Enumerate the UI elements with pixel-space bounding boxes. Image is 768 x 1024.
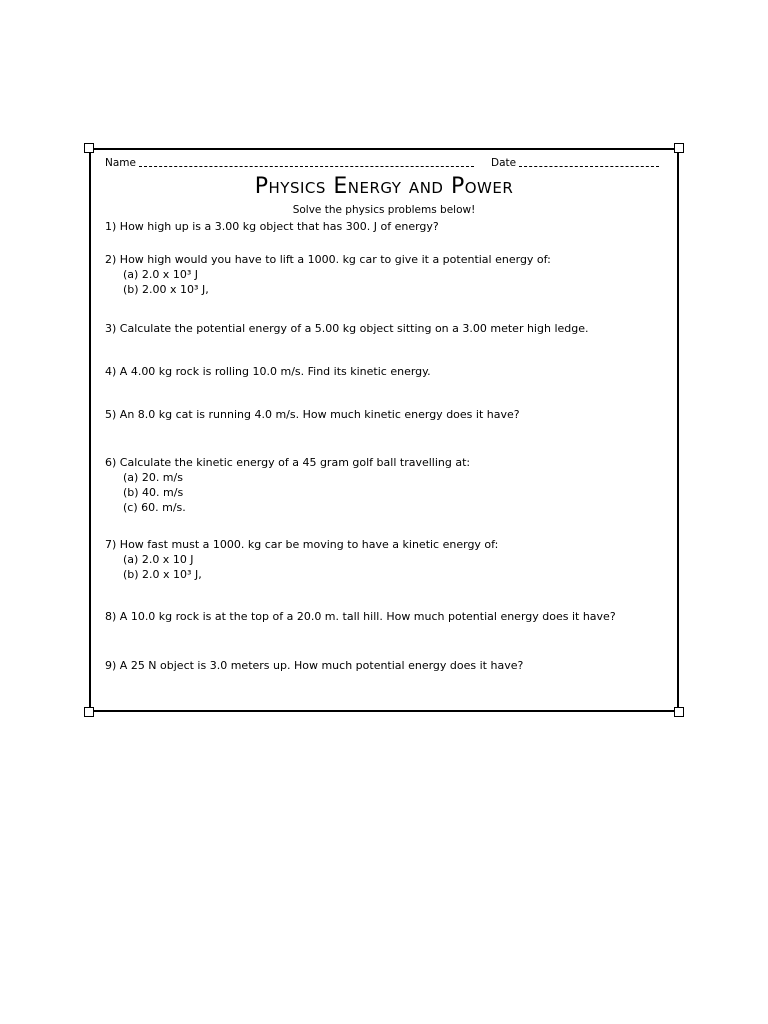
- name-field: [105, 157, 474, 169]
- question-6: [105, 455, 470, 515]
- page-title: Physics Energy and Power: [254, 174, 514, 199]
- question-number: 7): [105, 538, 117, 551]
- question-3: [105, 321, 589, 336]
- question-number: 1): [105, 220, 117, 233]
- question-number: 9): [105, 659, 117, 672]
- question-text: A 25 N object is 3.0 meters up. How much potential energy does it have?: [119, 659, 524, 672]
- question-number: 6): [105, 456, 117, 469]
- question-2: [105, 252, 551, 297]
- question-part: (b) 2.00 x 10³ J,: [123, 283, 209, 296]
- question-text: A 4.00 kg rock is rolling 10.0 m/s. Find its kinetic energy.: [119, 365, 431, 378]
- question-number: 5): [105, 408, 117, 421]
- question-number: 2): [105, 253, 117, 266]
- question-text: Calculate the potential energy of a 5.00 kg object sitting on a 3.00 meter high ledge.: [119, 322, 589, 335]
- question-9: [105, 658, 523, 673]
- date-field: [491, 157, 659, 169]
- question-part: (a) 20. m/s: [123, 471, 183, 484]
- question-part: (b) 40. m/s: [123, 486, 184, 499]
- question-text: An 8.0 kg cat is running 4.0 m/s. How much kinetic energy does it have?: [119, 408, 520, 421]
- corner-handle-top-left: [84, 143, 94, 153]
- question-1: [105, 219, 439, 234]
- question-5: [105, 407, 520, 422]
- question-text: A 10.0 kg rock is at the top of a 20.0 m. tall hill. How much potential energy does it have?: [119, 610, 616, 623]
- question-part: (c) 60. m/s.: [123, 501, 186, 514]
- question-7: [105, 537, 498, 582]
- question-part: (b) 2.0 x 10³ J,: [123, 568, 202, 581]
- question-text: How high up is a 3.00 kg object that has 300. J of energy?: [119, 220, 439, 233]
- question-text: How high would you have to lift a 1000. kg car to give it a potential energy of:: [119, 253, 551, 266]
- corner-handle-bottom-right: [674, 707, 684, 717]
- corner-handle-bottom-left: [84, 707, 94, 717]
- question-number: 4): [105, 365, 117, 378]
- name-label: Name: [105, 157, 136, 169]
- question-part: (a) 2.0 x 10³ J: [123, 268, 198, 281]
- question-number: 8): [105, 610, 117, 623]
- question-8: [105, 609, 616, 624]
- corner-handle-top-right: [674, 143, 684, 153]
- question-4: [105, 364, 431, 379]
- question-text: How fast must a 1000. kg car be moving to have a kinetic energy of:: [119, 538, 499, 551]
- date-label: Date: [491, 157, 517, 169]
- page-subtitle: Solve the physics problems below!: [292, 204, 476, 216]
- date-blank-line: [519, 158, 659, 167]
- question-text: Calculate the kinetic energy of a 45 gram golf ball travelling at:: [119, 456, 471, 469]
- question-number: 3): [105, 322, 117, 335]
- question-part: (a) 2.0 x 10 J: [123, 553, 194, 566]
- name-blank-line: [139, 158, 474, 167]
